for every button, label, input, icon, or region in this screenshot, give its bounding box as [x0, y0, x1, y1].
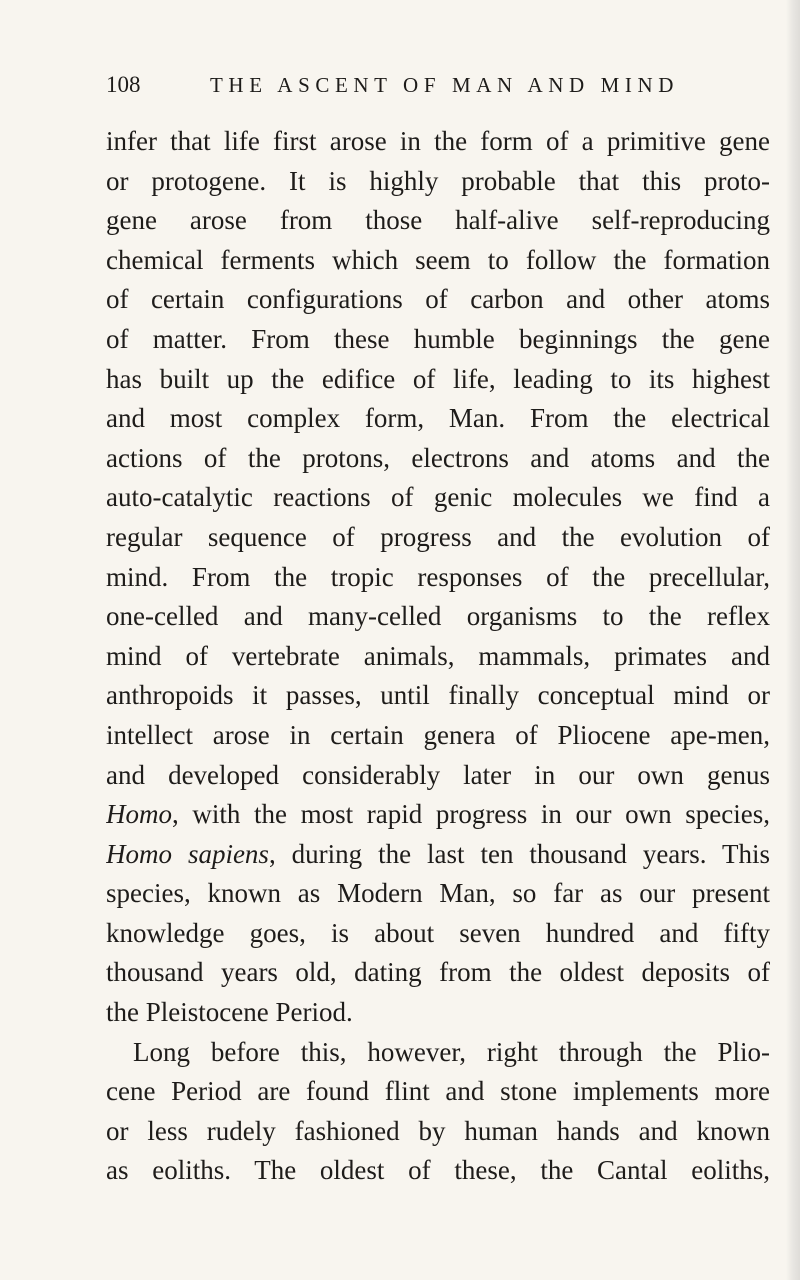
page-edge-shadow — [786, 0, 800, 1280]
italic-term: Homo sapiens — [106, 838, 269, 869]
text-line: Homo sapiens, during the last ten thousand years. This — [106, 838, 770, 869]
text-line: infer that life first arose in the form of a primitive gene — [106, 126, 770, 156]
text-line: mind of vertebrate animals, mammals, primates and — [106, 640, 770, 671]
page-number: 108 — [106, 72, 141, 97]
text-line: and developed considerably later in our own genus — [106, 759, 770, 790]
text-line: and most complex form, Man. From the electrical — [106, 403, 770, 434]
text-line: of matter. From these humble beginnings the gene — [106, 323, 770, 354]
text-line: or protogene. It is highly probable that this proto- — [106, 165, 770, 196]
italic-term: Homo — [106, 799, 172, 830]
text-line: thousand years old, dating from the oldest deposits of — [106, 957, 770, 988]
text-line: chemical ferments which seem to follow the formation — [106, 244, 770, 275]
text-line: or less rudely fashioned by human hands and known — [106, 1115, 770, 1146]
text-line: mind. From the tropic responses of the precellular, — [106, 561, 770, 592]
text-line: cene Period are found flint and stone implements more — [106, 1076, 770, 1107]
body-text — [106, 122, 770, 1191]
text-line: Homo, with the most rapid progress in our own species, — [106, 799, 770, 830]
text-line: species, known as Modern Man, so far as our present — [106, 878, 770, 909]
text-line: actions of the protons, electrons and atoms and the — [106, 442, 770, 473]
text-line: gene arose from those half-alive self-reproducing — [106, 205, 770, 236]
running-title: THE ASCENT OF MAN AND MIND — [210, 73, 679, 97]
text-line: of certain configurations of carbon and other atoms — [106, 284, 770, 315]
text-line: the Pleistocene Period. — [106, 997, 353, 1028]
text-line: regular sequence of progress and the evolution of — [106, 521, 770, 552]
text-line: as eoliths. The oldest of these, the Cantal eoliths, — [106, 1155, 770, 1186]
text-line: anthropoids it passes, until finally conceptual mind or — [106, 680, 770, 711]
text-line: knowledge goes, is about seven hundred and fifty — [106, 917, 770, 948]
text-line: Long before this, however, right through the Plio- — [133, 1036, 770, 1067]
text-line: intellect arose in certain genera of Pliocene ape-men, — [106, 719, 770, 750]
book-page — [106, 72, 770, 1191]
text-line: auto-catalytic reactions of genic molecules we find a — [106, 482, 770, 513]
running-header — [106, 72, 770, 108]
text-line: one-celled and many-celled organisms to the reflex — [106, 601, 770, 632]
text-line: has built up the edifice of life, leading to its highest — [106, 363, 770, 394]
